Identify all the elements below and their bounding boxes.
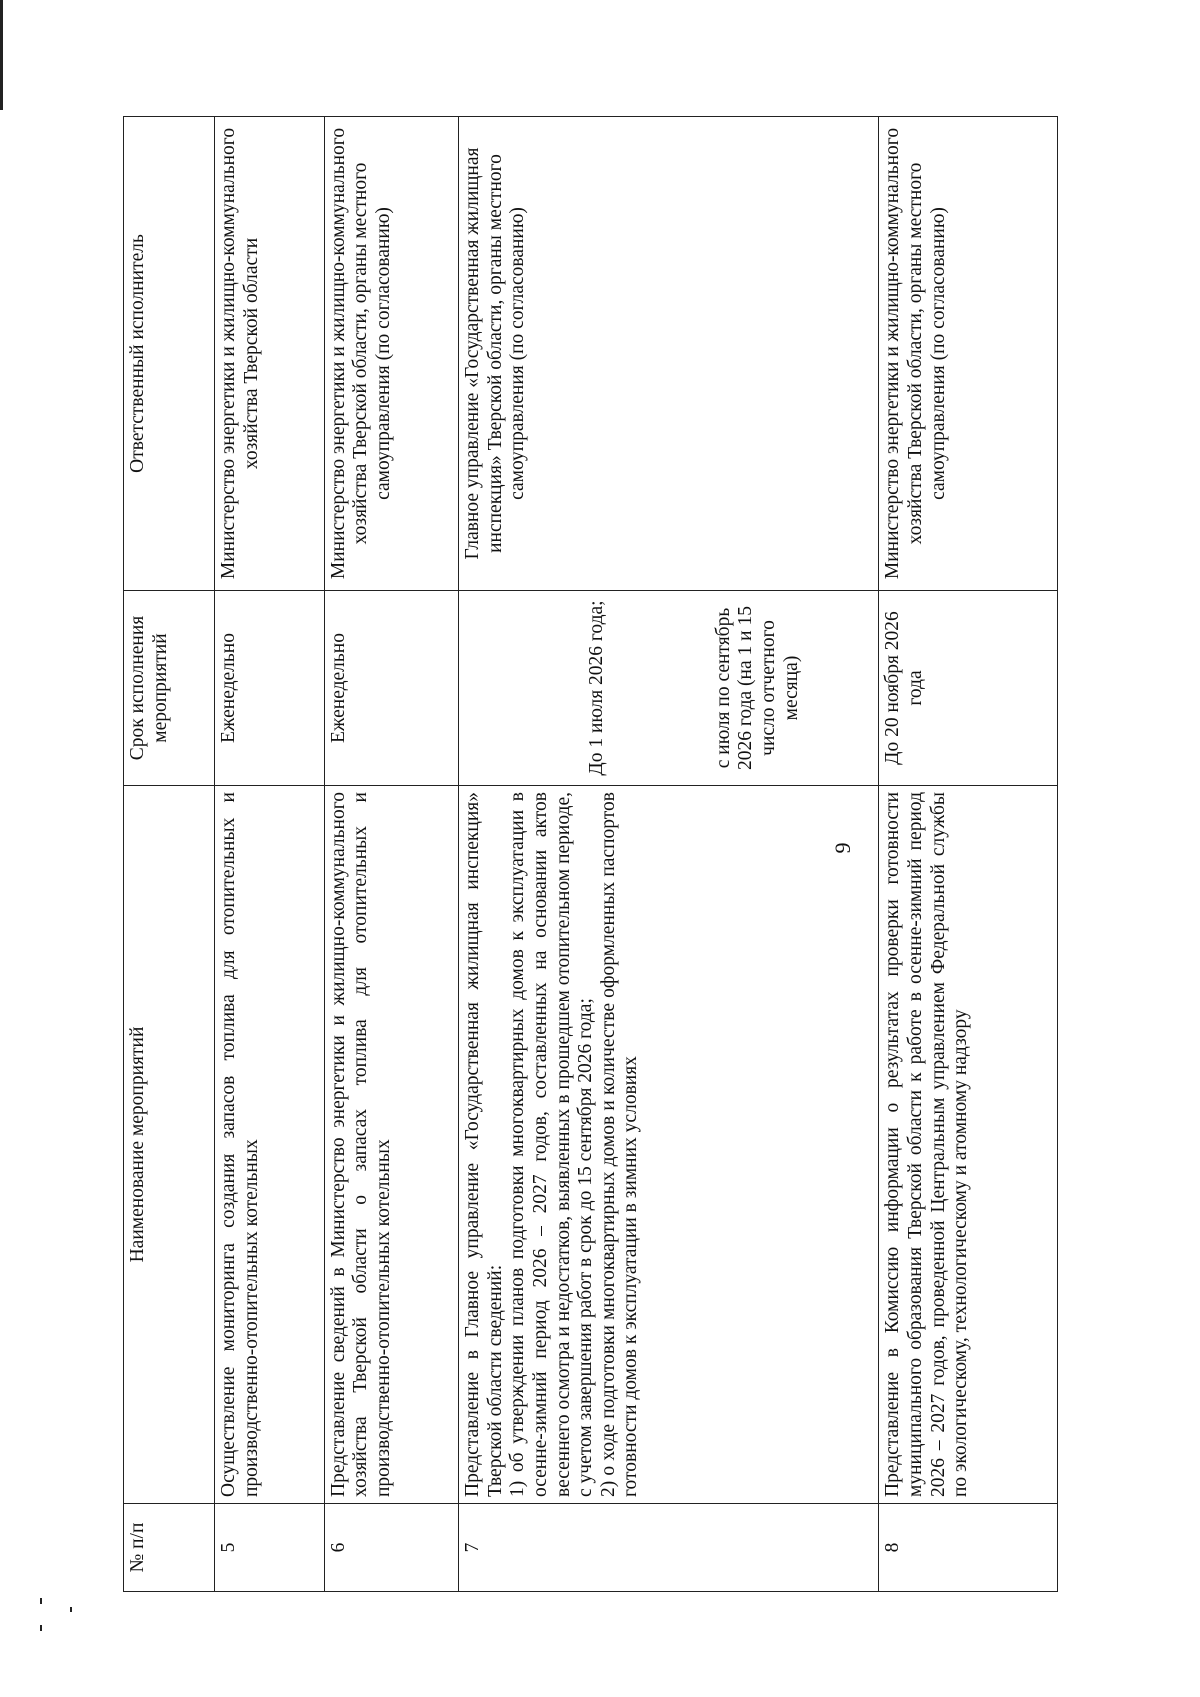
table-row [324, 117, 458, 1592]
header-num: № п/п [124, 1504, 215, 1592]
scan-edge-line [0, 0, 3, 110]
table-header-row [124, 117, 215, 1592]
table-row [879, 117, 1058, 1592]
header-responsible: Ответственный исполнитель [124, 117, 215, 591]
row-num: 5 [215, 1504, 324, 1592]
row-responsible: Министерство энергетики и жилищно-коммунального хозяйства Тверской области, органы местного самоуправления (по согласованию) [324, 117, 458, 591]
scan-dot [40, 1625, 42, 1631]
row-responsible: Главное управление «Государственная жилищная инспекция» Тверской области, органы местного самоуправления (по согласованию) [459, 117, 879, 591]
row-term: Еженедельно [324, 591, 458, 786]
row-term-item-1: До 1 июля 2026 года; [586, 600, 608, 776]
row-responsible: Министерство энергетики и жилищно-коммунального хозяйства Тверской области [215, 117, 324, 591]
page-number: 9 [830, 842, 855, 854]
row-name-intro: Представление в Главное управление «Государственная жилищная инспекция» Тверской области сведений: [462, 792, 506, 1497]
row-term [459, 591, 879, 786]
row-term-item-2: с июля по сентябрь 2026 года (на 1 и 15 число отчетного месяца) [712, 606, 802, 770]
row-name-item-2: 2) о ходе подготовки многоквартирных домов и количестве оформленных паспортов готовности домов к эксплуатации в зимних условиях [597, 792, 642, 1497]
row-term: До 20 ноября 2026 года [879, 591, 1058, 786]
header-term: Срок исполнения мероприятий [124, 591, 215, 786]
row-num: 6 [324, 1504, 458, 1592]
table-row [459, 117, 879, 1592]
scan-dot [70, 1607, 72, 1612]
row-term: Еженедельно [215, 591, 324, 786]
scan-dot [40, 1598, 42, 1604]
row-name-item-1: 1) об утверждении планов подготовки многоквартирных домов к эксплуатации в осенне-зимний период 2026 – 2027 годов, составленных на основании актов весеннего осмотра и недостатков, выявленных в прошедшем отопительном периоде, с учетом завершения работ в срок до 15 сентября 2026 года; [507, 792, 597, 1497]
row-name: Осуществление мониторинга создания запасов топлива для отопительных и производственно-отопительных котельных [215, 786, 324, 1504]
row-name: Представление сведений в Министерство энергетики и жилищно-коммунального хозяйства Тверской области о запасах топлива для отопительных и производственно-отопительных котельных [324, 786, 458, 1504]
row-responsible: Министерство энергетики и жилищно-коммунального хозяйства Тверской области, органы местного самоуправления (по согласованию) [879, 117, 1058, 591]
table-row [215, 117, 324, 1592]
row-num: 7 [459, 1504, 879, 1592]
row-num: 8 [879, 1504, 1058, 1592]
measures-table [123, 116, 1058, 1592]
row-name: Представление в Комиссию информации о результатах проверки готовности муниципального образования Тверской области к работе в осенне-зимний период 2026 – 2027 годов, проведенной Центральным управлением Федеральной службы по экологическому, технологическому и атомному надзору [879, 786, 1058, 1504]
row-name [459, 786, 879, 1504]
header-name: Наименование мероприятий [124, 786, 215, 1504]
